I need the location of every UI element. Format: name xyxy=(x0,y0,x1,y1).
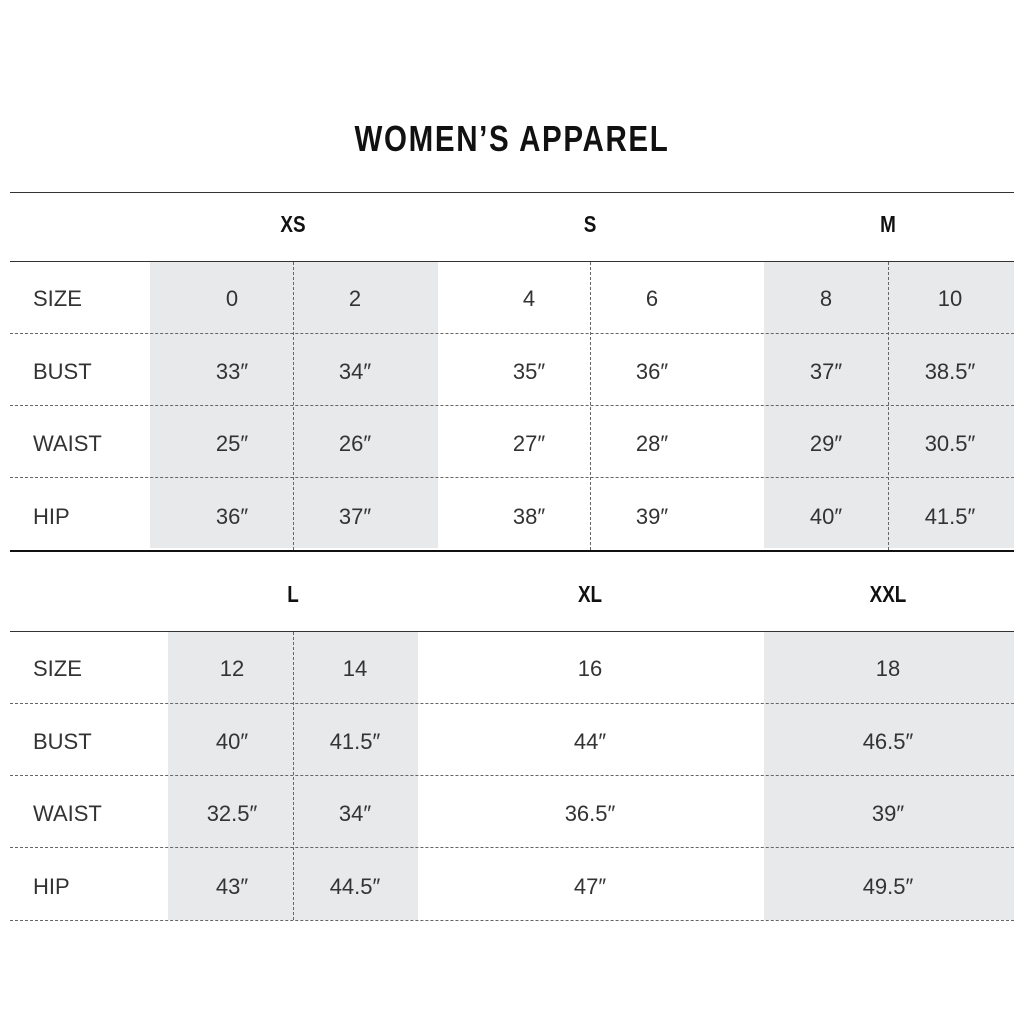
size-group-m: M xyxy=(880,211,896,237)
cell-waist-16: 36.5″ xyxy=(564,801,616,826)
cell-size-0: 0 xyxy=(225,286,239,311)
row-label-size: SIZE xyxy=(33,286,82,311)
cell-hip-8: 40″ xyxy=(809,504,843,529)
cell-bust-14: 41.5″ xyxy=(329,729,381,754)
cell-size-16: 16 xyxy=(577,656,603,681)
cell-hip-12: 43″ xyxy=(215,874,249,899)
cell-size-2: 2 xyxy=(348,286,362,311)
row-divider xyxy=(10,920,1014,921)
cell-hip-0: 36″ xyxy=(215,504,249,529)
row-label-hip: HIP xyxy=(33,504,70,529)
table-separator xyxy=(10,550,1014,552)
row-divider xyxy=(10,477,1014,478)
cell-waist-10: 30.5″ xyxy=(924,431,976,456)
cell-bust-8: 37″ xyxy=(809,359,843,384)
cell-waist-4: 27″ xyxy=(512,431,546,456)
row-label-size: SIZE xyxy=(33,656,82,681)
cell-bust-4: 35″ xyxy=(512,359,546,384)
row-label-bust: BUST xyxy=(33,359,92,384)
size-group-xs: XS xyxy=(280,211,306,237)
header-bottom-border xyxy=(10,631,1014,632)
cell-waist-0: 25″ xyxy=(215,431,249,456)
cell-waist-2: 26″ xyxy=(338,431,372,456)
cell-hip-16: 47″ xyxy=(573,874,607,899)
cell-size-4: 4 xyxy=(522,286,536,311)
row-label-hip: HIP xyxy=(33,874,70,899)
cell-waist-18: 39″ xyxy=(871,801,905,826)
row-label-waist: WAIST xyxy=(33,431,102,456)
size-group-s: S xyxy=(583,211,597,237)
row-label-bust: BUST xyxy=(33,729,92,754)
cell-waist-12: 32.5″ xyxy=(206,801,258,826)
cell-hip-18: 49.5″ xyxy=(862,874,914,899)
size-group-xxl: XXL xyxy=(869,581,907,607)
row-divider xyxy=(10,847,1014,848)
cell-bust-2: 34″ xyxy=(338,359,372,384)
cell-hip-2: 37″ xyxy=(338,504,372,529)
row-label-waist: WAIST xyxy=(33,801,102,826)
table-top-border xyxy=(10,192,1014,193)
cell-size-10: 10 xyxy=(937,286,963,311)
cell-bust-0: 33″ xyxy=(215,359,249,384)
cell-hip-10: 41.5″ xyxy=(924,504,976,529)
cell-bust-16: 44″ xyxy=(573,729,607,754)
cell-bust-6: 36″ xyxy=(635,359,669,384)
cell-bust-18: 46.5″ xyxy=(862,729,914,754)
row-divider xyxy=(10,775,1014,776)
cell-bust-12: 40″ xyxy=(215,729,249,754)
page-title: WOMEN’S APPAREL xyxy=(354,118,670,159)
cell-size-18: 18 xyxy=(875,656,901,681)
cell-hip-4: 38″ xyxy=(512,504,546,529)
cell-waist-8: 29″ xyxy=(809,431,843,456)
size-group-xl: XL xyxy=(577,581,603,607)
cell-size-8: 8 xyxy=(819,286,833,311)
row-divider xyxy=(10,333,1014,334)
cell-size-12: 12 xyxy=(219,656,245,681)
cell-waist-14: 34″ xyxy=(338,801,372,826)
row-divider xyxy=(10,703,1014,704)
row-divider xyxy=(10,405,1014,406)
size-group-l: L xyxy=(287,581,299,607)
cell-hip-6: 39″ xyxy=(635,504,669,529)
cell-bust-10: 38.5″ xyxy=(924,359,976,384)
cell-size-14: 14 xyxy=(342,656,368,681)
cell-waist-6: 28″ xyxy=(635,431,669,456)
cell-size-6: 6 xyxy=(645,286,659,311)
cell-hip-14: 44.5″ xyxy=(329,874,381,899)
header-bottom-border xyxy=(10,261,1014,262)
